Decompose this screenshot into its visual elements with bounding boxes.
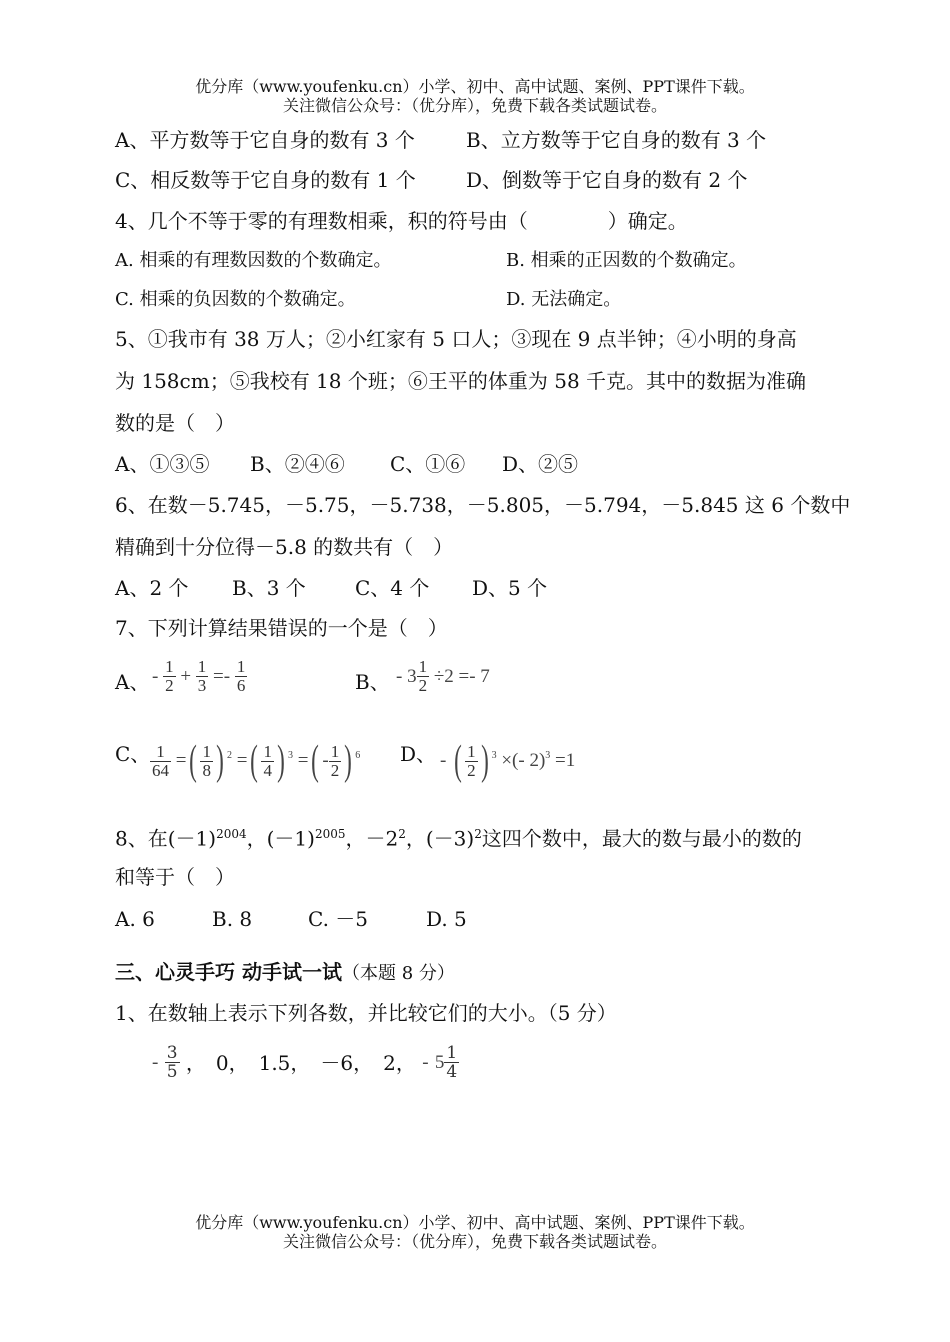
- q8-option-a: A. 6: [115, 907, 155, 931]
- exponent: 2: [226, 750, 232, 762]
- times-minus-two: ×(- 2): [501, 750, 546, 771]
- q7-option-d-label: D、: [400, 742, 437, 766]
- footer-line-1: 优分库（www.youfenku.cn）小学、初中、高中试题、案例、PPT课件下载。: [195, 1213, 755, 1232]
- footer-line-2: 关注微信公众号：（优分库），免费下载各类试题试卷。: [282, 1232, 667, 1251]
- q6-option-a: A、2 个: [115, 576, 189, 600]
- q7-option-b-expression: [396, 658, 490, 695]
- q8-part: ，(－1): [246, 826, 315, 851]
- q5-option-c: C、①⑥: [390, 452, 466, 476]
- fraction-one-half: $\frac{1}{2}$: [330, 741, 340, 780]
- section-3-title-bold: 三、心灵手巧 动手试一试: [115, 960, 342, 984]
- minus-sign: -: [322, 750, 329, 771]
- equals-sign: =: [236, 750, 248, 771]
- q8-exponent: 2005: [314, 827, 346, 841]
- q7-option-b-label: B、: [355, 670, 390, 694]
- q8-option-b: B. 8: [212, 907, 253, 931]
- q3-option-d: D、倒数等于它自身的数有 2 个: [466, 168, 748, 192]
- q4-option-a: A. 相乘的有理数因数的个数确定。: [115, 250, 392, 271]
- exponent: 3: [287, 750, 293, 762]
- q3-option-a: A、平方数等于它自身的数有 3 个: [115, 128, 415, 152]
- q8-line-2: 和等于（ ）: [115, 865, 235, 889]
- q4-option-d: D. 无法确定。: [506, 289, 622, 310]
- q3-option-c: C、相反数等于它自身的数有 1 个: [115, 168, 416, 192]
- fraction-one-sixth: $\frac{1}{6}$: [236, 657, 246, 695]
- q6-option-b: B、3 个: [232, 576, 306, 600]
- q3-option-b: B、立方数等于它自身的数有 3 个: [466, 128, 767, 152]
- plus-sign: +: [180, 665, 192, 687]
- equals-sign: =: [297, 750, 309, 771]
- section-3-numbers: [152, 1044, 459, 1081]
- equals-sign: =: [175, 750, 187, 771]
- q8-part: 这四个数中，最大的数与最小的数的: [481, 826, 802, 851]
- section-3-title-rest: （本题 8 分）: [341, 963, 455, 984]
- q4-option-c: C. 相乘的负因数的个数确定。: [115, 289, 356, 310]
- equals-one: =1: [555, 750, 576, 771]
- q8-part: ，－2: [345, 826, 399, 851]
- exponent: 6: [355, 750, 361, 762]
- q5-line-3: 数的是（ ）: [115, 411, 235, 435]
- q4-stem: 4、几个不等于零的有理数相乘，积的符号由（ ）确定。: [115, 209, 688, 233]
- fraction-one-half: $\frac{1}{2}$: [418, 657, 428, 695]
- q8-exponent: 2004: [216, 827, 247, 841]
- q8-part: ，(－3): [405, 826, 475, 851]
- fraction-one-half: $\frac{1}{2}$: [165, 657, 174, 695]
- minus-sign: -: [422, 1051, 429, 1073]
- q5-option-a: A、①③⑤: [115, 452, 210, 476]
- fraction-one-sixty-fourth: $\frac{1}{64}$: [152, 741, 169, 780]
- number-list: ， 0， 1.5， －6， 2，: [185, 1050, 416, 1075]
- q7-option-a-expression: [152, 658, 247, 695]
- q5-option-b: B、②④⑥: [250, 452, 345, 476]
- equals-minus-sign: =-: [213, 665, 231, 687]
- q7-stem: 7、下列计算结果错误的一个是（ ）: [115, 616, 448, 640]
- section-3-q1: 1、在数轴上表示下列各数，并比较它们的大小。（5 分）: [115, 1001, 617, 1025]
- q5-line-2: 为 158cm；⑤我校有 18 个班；⑥王平的体重为 58 千克。其中的数据为准确: [115, 369, 807, 393]
- q6-line-2: 精确到十分位得－5.8 的数共有（ ）: [115, 535, 454, 559]
- q7-option-c-expression: $\frac{1}{64}$ =( $\frac{1}{8}$ ) $^2$ =( $\frac{1}{4}$ ) $^3$ =( - $\frac{1}{2}$ ) $^6$: [152, 738, 361, 784]
- q8-exponent: 2: [398, 827, 406, 841]
- divide-tail: ÷2 =- 7: [433, 665, 490, 687]
- exponent: 3: [491, 750, 497, 762]
- q8-exponent: 2: [474, 827, 482, 841]
- header-line-2: 关注微信公众号：（优分库），免费下载各类试题试卷。: [282, 96, 667, 115]
- fraction-one-fourth: $\frac{1}{4}$: [263, 741, 272, 780]
- q6-option-c: C、4 个: [355, 576, 430, 600]
- fraction-one-half: $\frac{1}{2}$: [467, 741, 476, 780]
- q6-line-1: 6、在数－5.745，－5.75，－5.738，－5.805，－5.794，－5.845 这 6 个数中: [115, 493, 851, 517]
- q4-option-b: B. 相乘的正因数的个数确定。: [506, 250, 747, 271]
- q8-line-1: [115, 822, 802, 851]
- fraction-one-eighth: $\frac{1}{8}$: [202, 741, 211, 780]
- section-3-title: [115, 960, 455, 986]
- minus-sign: -: [152, 665, 159, 687]
- q5-option-d: D、②⑤: [502, 452, 579, 476]
- minus-sign: -: [152, 1051, 159, 1073]
- q8-option-c: C. －5: [308, 907, 369, 931]
- q7-option-d-expression: - ( $\frac{1}{2}$ ) $^3$ ×(- 2)$^3$ =1: [440, 738, 576, 784]
- fraction-one-fourth: $\frac{1}{4}$: [446, 1043, 458, 1082]
- q8-option-d: D. 5: [426, 907, 467, 931]
- header-line-1: 优分库（www.youfenku.cn）小学、初中、高中试题、案例、PPT课件下载。: [195, 77, 755, 96]
- q5-line-1: 5、①我市有 38 万人；②小红家有 5 口人；③现在 9 点半钟；④小明的身高: [115, 327, 797, 351]
- minus-sign: -: [396, 665, 403, 687]
- q8-part: 8、在(－1): [115, 826, 217, 851]
- exponent: 3: [545, 750, 551, 762]
- q7-option-a-label: A、: [115, 670, 150, 694]
- whole-number-five: 5: [434, 1051, 445, 1073]
- fraction-three-fifths: $\frac{3}{5}$: [166, 1043, 178, 1082]
- fraction-one-third: $\frac{1}{3}$: [197, 657, 207, 695]
- whole-number-three: 3: [407, 665, 417, 687]
- q6-option-d: D、5 个: [472, 576, 548, 600]
- q7-option-c-label: C、: [115, 742, 151, 766]
- minus-sign: -: [440, 750, 447, 771]
